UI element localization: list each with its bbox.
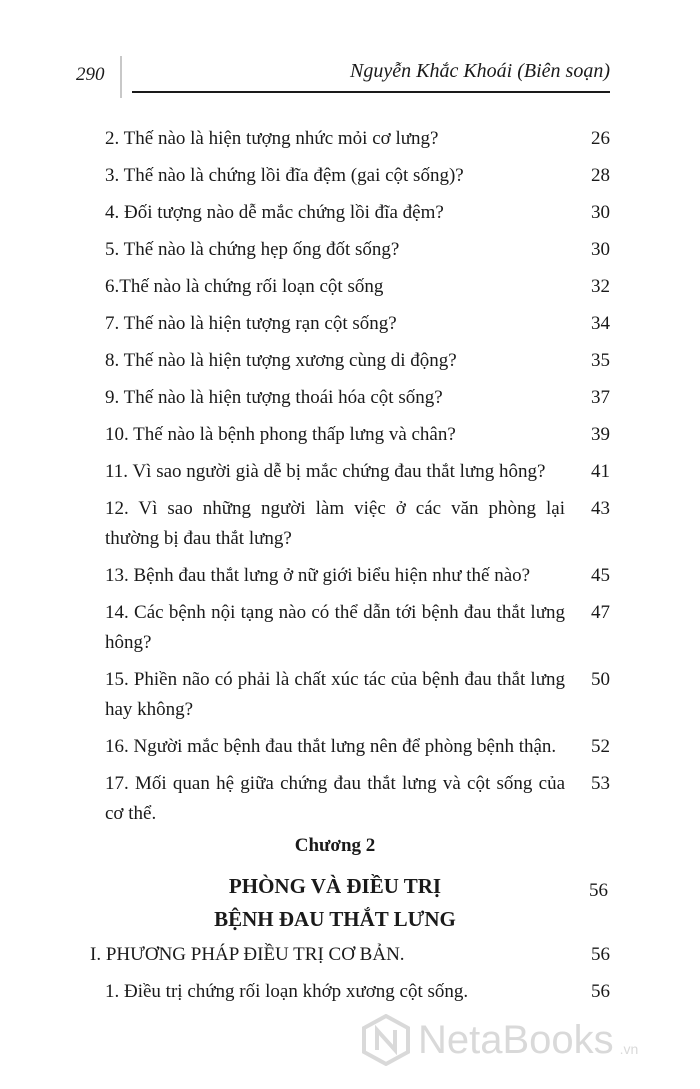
toc-entry (105, 769, 610, 829)
toc-entry-page: 26 (591, 128, 610, 149)
toc-entry-title: 14. Các bệnh nội tạng nào có thể dẫn tới bệnh đau thắt lưng hông? (105, 602, 565, 653)
toc-entry-page: 30 (591, 239, 610, 260)
chapter-page-number: 56 (589, 880, 608, 901)
section-page: 56 (591, 944, 610, 965)
watermark-suffix: .vn (619, 1041, 639, 1057)
toc-entry (105, 161, 610, 191)
toc-entry (105, 494, 610, 554)
toc-entry (105, 420, 610, 450)
toc-entry-page: 52 (591, 736, 610, 757)
section-title: I. PHƯƠNG PHÁP ĐIỀU TRỊ CƠ BẢN. (90, 944, 405, 965)
toc-entry-page: 45 (591, 565, 610, 586)
toc-entry-page: 47 (591, 602, 610, 623)
watermark-text: NetaBooks (418, 1017, 614, 1062)
subsection-page: 56 (591, 981, 610, 1002)
toc-entry-page: 32 (591, 276, 610, 297)
toc-entry (105, 309, 610, 339)
toc-entry-page: 34 (591, 313, 610, 334)
toc-entry (105, 732, 610, 762)
header-divider (120, 56, 122, 98)
toc-entry-title: 5. Thế nào là chứng hẹp ống đốt sống? (105, 239, 400, 260)
toc-entry (105, 124, 610, 154)
toc-entry-title: 17. Mối quan hệ giữa chứng đau thắt lưng và cột sống của cơ thể. (105, 773, 565, 824)
toc-entry (105, 665, 610, 725)
chapter-title-line-1: PHÒNG VÀ ĐIỀU TRỊ (228, 874, 442, 898)
toc-entry (105, 235, 610, 265)
toc-entry (105, 272, 610, 302)
toc-entry-title: 10. Thế nào là bệnh phong thấp lưng và chân? (105, 424, 456, 445)
toc-entry-page: 39 (591, 424, 610, 445)
toc-entry-page: 53 (591, 773, 610, 794)
toc-entry-page: 41 (591, 461, 610, 482)
toc-entry-title: 15. Phiền não có phải là chất xúc tác của bệnh đau thắt lưng hay không? (105, 669, 565, 720)
toc-entry (105, 598, 610, 658)
subsection-entry (105, 977, 610, 1007)
chapter-title-line-2: BỆNH ĐAU THẮT LƯNG (214, 907, 456, 931)
header-rule (132, 91, 610, 93)
toc-entry (105, 457, 610, 487)
toc-entry-page: 50 (591, 669, 610, 690)
toc-entry-title: 11. Vì sao người già dễ bị mắc chứng đau thắt lưng hông? (105, 461, 546, 482)
toc-entry-title: 13. Bệnh đau thắt lưng ở nữ giới biểu hiện như thế nào? (105, 565, 531, 586)
toc-entry (105, 383, 610, 413)
toc-entry-page: 43 (591, 498, 610, 519)
toc-entry-page: 28 (591, 165, 610, 186)
chapter-label: Chương 2 (294, 835, 376, 856)
toc-entry-title: 6.Thế nào là chứng rối loạn cột sống (105, 276, 384, 297)
toc-entry-page: 37 (591, 387, 610, 408)
toc-entry-title: 16. Người mắc bệnh đau thắt lưng nên để phòng bệnh thận. (105, 736, 557, 757)
watermark (360, 1010, 638, 1070)
section-heading (90, 940, 610, 970)
chapter-title (105, 870, 565, 936)
page-number: 290 (76, 64, 105, 85)
toc-entry-page: 35 (591, 350, 610, 371)
toc-entry (105, 561, 610, 591)
toc-entry-title: 2. Thế nào là hiện tượng nhức mỏi cơ lưng? (105, 128, 439, 149)
netabooks-logo-icon (360, 1014, 412, 1066)
toc-entry-title: 8. Thế nào là hiện tượng xương cùng di động? (105, 350, 457, 371)
toc-entry-title: 3. Thế nào là chứng lồi đĩa đệm (gai cột sống)? (105, 165, 464, 186)
toc-entry-title: 4. Đối tượng nào dễ mắc chứng lồi đĩa đệm? (105, 202, 444, 223)
toc-entry-title: 12. Vì sao những người làm việc ở các văn phòng lại thường bị đau thắt lưng? (105, 498, 565, 549)
toc-entry-page: 30 (591, 202, 610, 223)
subsection-title: 1. Điều trị chứng rối loạn khớp xương cột sống. (105, 981, 469, 1002)
toc-entry (105, 346, 610, 376)
running-title: Nguyễn Khắc Khoái (Biên soạn) (350, 60, 610, 82)
page-header (0, 0, 700, 100)
toc-entry (105, 198, 610, 228)
table-of-contents (105, 124, 610, 836)
toc-entry-title: 9. Thế nào là hiện tượng thoái hóa cột sống? (105, 387, 443, 408)
toc-entry-title: 7. Thế nào là hiện tượng rạn cột sống? (105, 313, 397, 334)
